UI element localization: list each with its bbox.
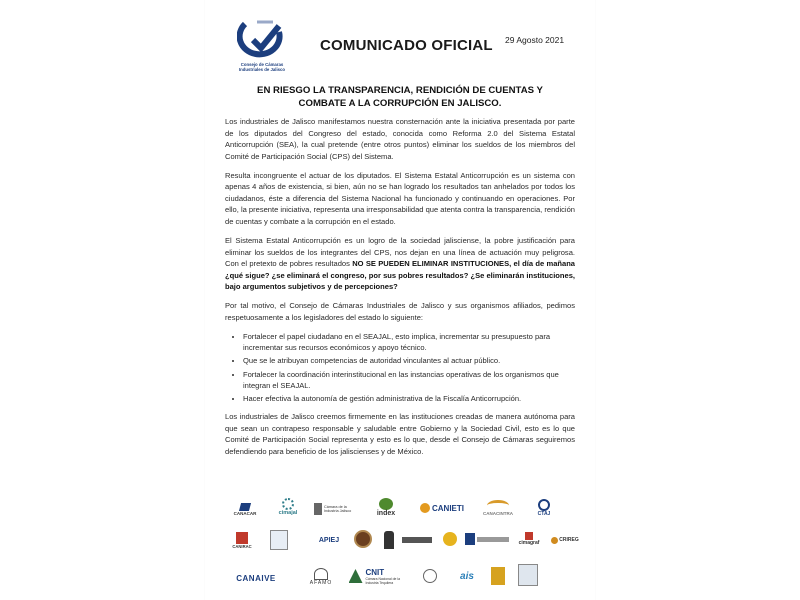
apiej-logo <box>310 531 348 549</box>
sun-icon <box>443 532 457 546</box>
ais-label: ais <box>460 570 474 582</box>
ais-logo <box>454 564 480 588</box>
index-label: index <box>376 509 396 517</box>
member-logo-2-6 <box>400 533 434 547</box>
member-logo-3-6 <box>488 564 508 588</box>
canieti-icon <box>420 503 430 513</box>
headline-line1: EN RIESGO LA TRANSPARENCIA, RENDICIÓN DE CUENTAS Y <box>257 85 543 96</box>
apiej-label: APIEJ <box>318 536 340 544</box>
agave-icon <box>349 569 363 583</box>
member-logo-2-5 <box>382 529 396 551</box>
request-list <box>225 331 575 405</box>
member-logo-3-7 <box>516 562 540 588</box>
paragraph-5: Los industriales de Jalisco creemos firmemente en las instituciones creadas de manera autónoma para que sean un contrapeso responsable y saludable entre Gobierno y la Sociedad Civil, esto es lo que Comité de Participación Social representa y esto es lo que, desde el Consejo de Cámaras seguiremos defendiendo para beneficio de los jaliscienses y de México. <box>225 412 575 456</box>
paragraph-2: Resulta incongruente el actuar de los diputados. El Sistema Estatal Anticorrupción es un sistema con apenas 4 años de existencia, si bien, aún no se han logrado los resultados tan anhelados por todos los ciudadanos, éste a diferencia del Sistema Nacional ha funcionado y continuando en operaciones. Por ello, la presente iniciativa, representa una irresponsabilidad que atenta contra la transparencia, rendición de cuentas y combate a la corrupción en el estado. <box>225 170 575 227</box>
canirac-icon <box>236 532 248 544</box>
crireg-logo <box>548 532 582 548</box>
logo-caption <box>227 62 297 72</box>
list-item: • Fortalecer la coordinación interinstitucional en las instancias operativas de los organismos que integran el SEAJAL. <box>243 369 575 392</box>
camara-jalisco-icon <box>314 503 322 515</box>
canacar-logo <box>225 500 265 518</box>
member-logo-2-7 <box>442 528 458 550</box>
cnit-subtitle: Cámara Nacional de la Industria Tequilera <box>365 576 400 585</box>
building-icon <box>270 530 288 550</box>
list-item: • Fortalecer el papel ciudadano en el SEAJAL, esto implica, incrementar su presupuesto para incrementar sus recursos económicos y apoyo técnico. <box>243 331 575 354</box>
canirac-logo <box>225 528 259 552</box>
cnit-label: CNIT <box>365 567 385 577</box>
document-body <box>225 116 575 465</box>
canieti-label: CANIETI <box>432 503 464 513</box>
crireg-label: CRIREG <box>559 537 579 543</box>
afamo-label: AFAMO <box>309 580 333 586</box>
crireg-icon <box>551 537 558 544</box>
document-page <box>205 0 595 600</box>
canaive-label: CANAIVE <box>236 573 276 583</box>
member-logo-2-4 <box>352 526 374 552</box>
camara-jalisco-label: Cámara de la Industria Jalisco <box>324 504 352 513</box>
member-logos <box>220 496 585 596</box>
crest-icon <box>491 567 505 585</box>
canacintra-logo <box>475 498 521 518</box>
logo-caption-line2: Industriales de Jalisco <box>238 67 286 72</box>
index-tree-icon <box>379 498 393 510</box>
canirac-label: CANIRAC <box>232 543 252 549</box>
list-item: • Que se le atribuyan competencias de autoridad vinculantes al actuar público. <box>243 355 575 367</box>
headline-line2: COMBATE A LA CORRUPCIÓN EN JALISCO. <box>298 98 502 109</box>
emblem-icon <box>518 564 538 586</box>
figure-icon <box>384 531 394 549</box>
wordmark-icon <box>477 537 509 542</box>
wordmark-icon <box>402 537 432 543</box>
page-title: COMUNICADO OFICIAL <box>320 37 493 54</box>
cimagraf-icon <box>525 532 533 540</box>
paragraph-3-bold: NO SE PUEDEN ELIMINAR INSTITUCIONES, el día de mañana ¿qué sigue? ¿se eliminará el congreso, por sus pobres resultados? ¿Se eliminarán instituciones, bajo argumentos subjetivos y de percepciones? <box>225 259 576 292</box>
canieti-logo <box>416 498 468 518</box>
cimagraf-label: cimagraf <box>518 540 540 546</box>
canaive-logo <box>225 568 287 588</box>
member-logo-2-2 <box>266 528 292 552</box>
canacar-label: CANACAR <box>233 510 257 516</box>
consejo-camaras-emblem-icon <box>237 18 285 62</box>
document-date: 29 Agosto 2021 <box>505 35 565 45</box>
afamo-logo <box>302 564 340 590</box>
member-logo-2-8 <box>464 530 510 548</box>
paragraph-1: Los industriales de Jalisco manifestamos nuestra consternación ante la iniciativa presentada por parte de los diputados del Congreso del estado, conocida como Reforma 2.0 del Sistema Estatal Anticorrupción (SEA), la cual pretende (entre otros puntos) eliminar los sueldos de los miembros del Comité de Participación Social (CPS) del Sistema. <box>225 117 575 161</box>
member-logo-3-4 <box>420 566 440 586</box>
afamo-icon <box>314 568 328 580</box>
canacar-icon <box>239 503 251 511</box>
cnit-logo <box>346 562 412 590</box>
seal-icon <box>354 530 372 548</box>
paragraph-3 <box>225 235 575 293</box>
camara-jalisco-logo <box>312 500 362 518</box>
ctaj-logo <box>530 498 558 518</box>
canacintra-icon <box>487 500 509 511</box>
crest-icon <box>465 533 475 545</box>
ctaj-label: CTAJ <box>537 511 551 517</box>
paragraph-4: Por tal motivo, el Consejo de Cámaras Industriales de Jalisco y sus organismos afiliados, pedimos respetuosamente a los legisladores del estado lo siguiente: <box>225 301 575 322</box>
rings-icon <box>423 569 437 583</box>
index-logo <box>366 496 406 518</box>
cimajal-icon <box>282 498 294 510</box>
cimajal-label: cimajal <box>278 510 298 516</box>
canacintra-label: CANACINTRA <box>483 511 513 516</box>
cimajal-logo <box>270 496 306 518</box>
cimagraf-logo <box>514 528 544 550</box>
consejo-camaras-logo <box>227 18 297 78</box>
paragraph-3-text: El Sistema Estatal Anticorrupción es un logro de la sociedad jalisciense, la pobre justificación para eliminar los sueldos de los integrantes del CPS, nos dejan en una línea de actuación muy peligrosa. Con el pretexto de pobres resultados <box>225 235 575 269</box>
headline <box>215 84 585 110</box>
list-item: • Hacer efectiva la autonomía de gestión administrativa de la Fiscalía Anticorrupción. <box>243 393 575 405</box>
ctaj-icon <box>538 499 550 511</box>
logo-caption-line1: Consejo de Cámaras <box>240 62 284 67</box>
